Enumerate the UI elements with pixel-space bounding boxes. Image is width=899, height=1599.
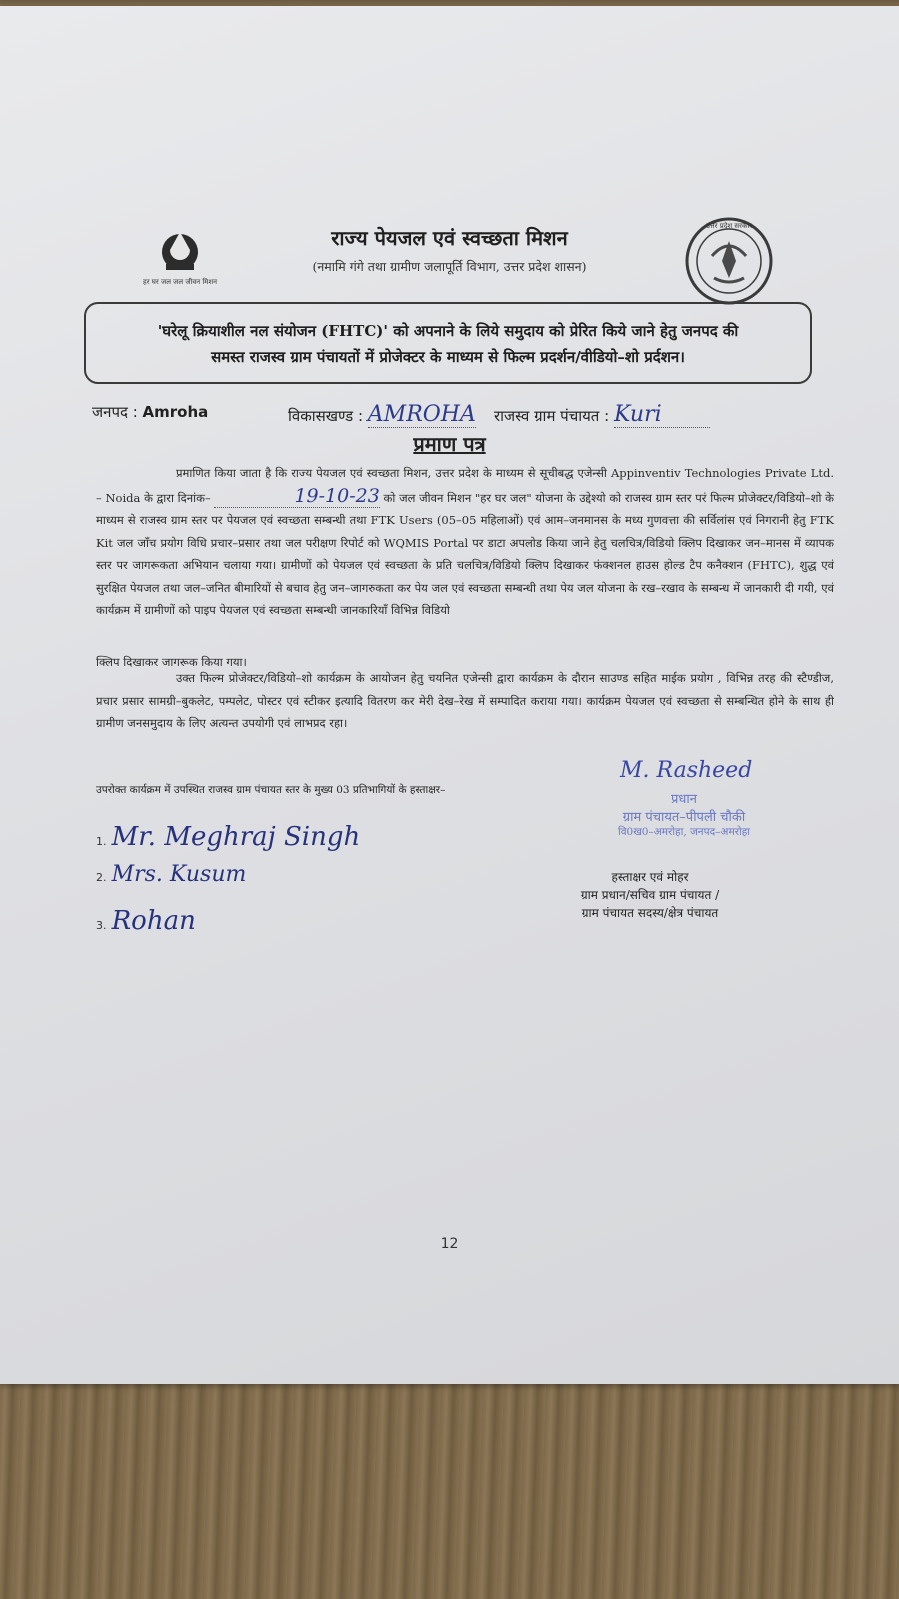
- participant-number: 2.: [96, 871, 107, 884]
- paragraph-1-part-b: को जल जीवन मिशन "हर घर जल" योजना के उद्देश्यो को राजस्व ग्राम स्तर परं फिल्म प्रोजेक्टर/विडियो–शो के माध्यम से राजस्व ग्राम स्तर पर पेयजल एवं स्वच्छता सम्बन्धी तथा FTK Users (05–05 महिलाओं) एवं आम–जनमानस के मध्य गुणवत्ता की सर्विलांस एवं निगरानी हेतु FTK Kit जल जाँच प्रयोग विधि प्रचार–प्रसार तथा जल परीक्षण रिपोर्ट को WQMIS Portal पर डाटा अपलोड किया जाने हेतु चलचित्र/विडियो क्लिप दिखाकर जन–मानस में व्यापक स्तर पर जागरूकता अभियान चलाया गया। ग्रामीणों को पेयजल एवं स्वच्छता के प्रति चलचित्र/विडियो क्लिप दिखाकर फंक्शनल हाउस होल्ड टैप कनैक्शन (FHTC), शुद्ध एवं सुरक्षित पेयजल तथा जल–जनित बीमारियों से बचाव हेतु जन–जागरुकता कर पेय जल एवं स्वच्छता सम्बन्धी तथा पेय जल योजना के रख–रखाव के सम्बन्ध में जानकारी दी गयी, एवं कार्यक्रम में ग्रामीणों को पाइप पेयजल एवं स्वच्छता सम्बन्धी जानकारियॉं विभिन्न विडियो: [96, 490, 835, 617]
- block-field: [288, 402, 476, 428]
- paragraph-1-part-c: क्लिप दिखाकर जागरूक किया गया।: [96, 655, 247, 669]
- participants-label: उपरोक्त कार्यक्रम में उपस्थित राजस्व ग्राम पंचायत स्तर के मुख्य 03 प्रतिभागियों के हस्ताक्षर–: [96, 784, 446, 796]
- participant-number: 1.: [96, 835, 107, 848]
- panchayat-field: [494, 402, 710, 428]
- pradhan-signature: M. Rasheed: [620, 758, 753, 783]
- participant-number: 3.: [96, 919, 107, 932]
- district-value: Amroha: [142, 403, 209, 421]
- mission-title: राज्य पेयजल एवं स्वच्छता मिशन: [331, 226, 568, 250]
- panchayat-label: राजस्व ग्राम पंचायत :: [494, 407, 610, 425]
- stamp-line-3: वि0ख0–अमरोहा, जनपद–अमरोहा: [617, 826, 751, 838]
- participant-1: [96, 822, 360, 852]
- program-banner: [84, 302, 812, 384]
- banner-line-1: 'घरेलू क्रियाशील नल संयोजन (FHTC)' को अपनाने के लिये समुदाय को प्रेरित किये जाने हेतु जनपद की: [157, 322, 739, 340]
- participant-2: [96, 862, 246, 887]
- district-label: जनपद :: [92, 403, 138, 421]
- stamp-line-1: प्रधान: [671, 792, 697, 807]
- certificate-paragraph-2: उक्त फिल्म प्रोजेक्टर/विडियो–शो कार्यक्रम के आयोजन हेतु चयनित एजेन्सी द्वारा कार्यक्रम के दौरान साउण्ड सहित माईक प्रयोग , विभिन्न तरह की स्टैण्डीज, प्रचार प्रसार सामग्री–बुकलेट, पम्पलेट, पोस्टर एवं स्टीकर इत्यादि वितरण कर मेरी देख–रेख में सम्पादित कराया गया। कार्यक्रम पेयजल एवं स्वच्छता से सम्बन्धित होने के साथ ही ग्रामीण जनसमुदाय के लिए अत्यन्त उपयोगी एवं लाभप्रद रहा।: [96, 671, 834, 730]
- block-label: विकासखण्ड :: [288, 407, 364, 425]
- logo-caption: हर घर जल जल जीवन मिशन: [142, 278, 217, 286]
- table-surface: [0, 1375, 899, 1599]
- certificate-title: प्रमाण पत्र: [413, 432, 486, 456]
- sign-and-seal-label: हस्ताक्षर एवं मोहर: [611, 870, 689, 884]
- certificate-paragraph-1: [96, 462, 834, 622]
- signatory-role-2: ग्राम पंचायत सदस्य/क्षेत्र पंचायत: [581, 906, 719, 920]
- banner-line-2: समस्त राजस्व ग्राम पंचायतों में प्रोजेक्टर के माध्यम से फिल्म प्रदर्शन/वीडियो–शो प्रर्दशन।: [211, 348, 685, 366]
- stamp-line-2: ग्राम पंचायत–पीपली चौकी: [622, 810, 746, 825]
- signatory-role-1: ग्राम प्रधान/सचिव ग्राम पंचायत /: [580, 888, 720, 902]
- district-field: [92, 402, 208, 422]
- mission-subtitle: (नमामि गंगे तथा ग्रामीण जलापूर्ति विभाग, उत्तर प्रदेश शासन): [312, 259, 587, 274]
- block-value: AMROHA: [367, 402, 476, 427]
- participant-signature: Mrs. Kusum: [111, 862, 247, 887]
- page-number: 12: [440, 1236, 459, 1252]
- up-government-seal: [684, 216, 774, 306]
- participant-3: [96, 906, 196, 936]
- panchayat-value: Kuri: [614, 402, 710, 428]
- program-date: 19-10-23: [214, 485, 379, 509]
- seal-text: उत्तर प्रदेश सरकार: [705, 222, 753, 230]
- participant-signature: Rohan: [111, 906, 196, 936]
- paragraph-1-part-a: प्रमाणित किया जाता है कि राज्य पेयजल एवं स्वच्छता मिशन, उत्तर प्रदेश के माध्यम से सूचीबद्ध एजेन्सी Appinventiv Technologies Private Ltd. – Noida के द्वारा दिनांक–: [96, 466, 834, 505]
- participant-signature: Mr. Meghraj Singh: [111, 822, 361, 852]
